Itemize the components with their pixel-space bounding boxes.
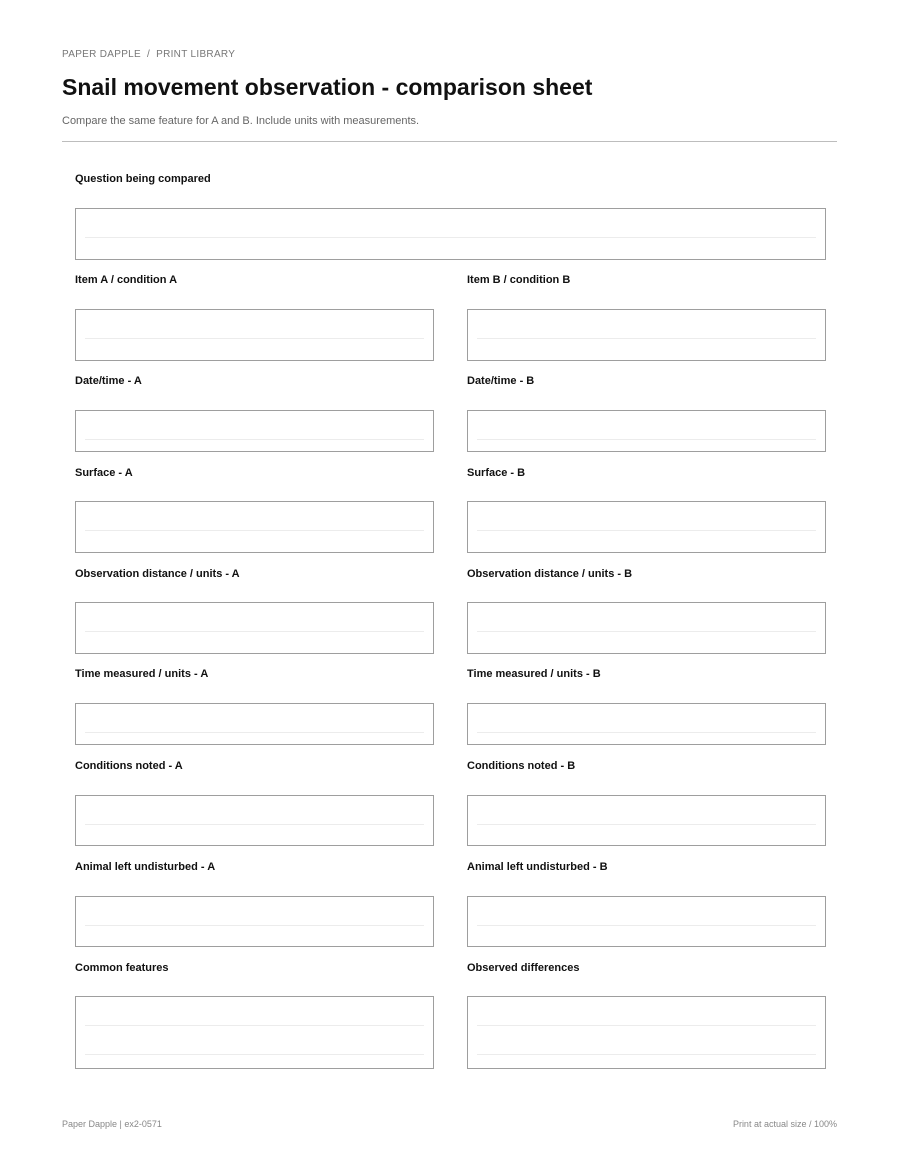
writing-line (477, 338, 816, 339)
writing-line (477, 1054, 816, 1055)
field-item-a-label: Item A / condition A (75, 274, 178, 286)
field-datetime-a-label: Date/time - A (75, 375, 142, 387)
field-undisturbed-a-box[interactable] (75, 896, 434, 947)
breadcrumb (62, 49, 235, 60)
writing-line (477, 732, 816, 733)
field-item-a-box[interactable] (75, 309, 434, 361)
field-common-features-label: Common features (75, 962, 169, 974)
field-distance-a-label: Observation distance / units - A (75, 568, 240, 580)
field-time-b-label: Time measured / units - B (467, 668, 601, 680)
writing-line (85, 237, 816, 238)
field-undisturbed-a-label: Animal left undisturbed - A (75, 861, 216, 873)
field-datetime-a-box[interactable] (75, 410, 434, 452)
field-time-a-label: Time measured / units - A (75, 668, 209, 680)
field-observed-differences-box[interactable] (467, 996, 826, 1069)
field-distance-a-box[interactable] (75, 602, 434, 654)
writing-line (477, 824, 816, 825)
writing-line (85, 732, 424, 733)
footer-print-note: Print at actual size / 100% (732, 1119, 837, 1129)
field-undisturbed-b-box[interactable] (467, 896, 826, 947)
field-surface-a-box[interactable] (75, 501, 434, 553)
field-conditions-b-box[interactable] (467, 795, 826, 846)
writing-line (477, 1025, 816, 1026)
field-undisturbed-b-label: Animal left undisturbed - B (467, 861, 608, 873)
writing-line (477, 439, 816, 440)
page-title: Snail movement observation - comparison sheet (62, 74, 593, 100)
page-subtitle: Compare the same feature for A and B. Include units with measurements. (62, 115, 420, 127)
field-conditions-a-label: Conditions noted - A (75, 760, 183, 772)
writing-line (477, 925, 816, 926)
field-time-a-box[interactable] (75, 703, 434, 745)
field-datetime-b-box[interactable] (467, 410, 826, 452)
field-datetime-b-label: Date/time - B (467, 375, 535, 387)
writing-line (85, 530, 424, 531)
header-divider (62, 141, 837, 142)
writing-line (85, 925, 424, 926)
writing-line (85, 1025, 424, 1026)
field-common-features-box[interactable] (75, 996, 434, 1069)
field-conditions-a-box[interactable] (75, 795, 434, 846)
field-item-b-label: Item B / condition B (467, 274, 571, 286)
field-surface-b-box[interactable] (467, 501, 826, 553)
footer-source: Paper Dapple | ex2-0571 (62, 1119, 162, 1129)
field-surface-b-label: Surface - B (467, 467, 526, 479)
writing-line (85, 824, 424, 825)
field-distance-b-label: Observation distance / units - B (467, 568, 633, 580)
field-item-b-box[interactable] (467, 309, 826, 361)
writing-line (85, 338, 424, 339)
field-observed-differences-label: Observed differences (467, 962, 580, 974)
writing-line (85, 631, 424, 632)
writing-line (85, 1054, 424, 1055)
breadcrumb-brand: PAPER DAPPLE (62, 49, 142, 60)
writing-line (85, 439, 424, 440)
field-question-label: Question being compared (75, 173, 211, 185)
writing-line (477, 530, 816, 531)
field-conditions-b-label: Conditions noted - B (467, 760, 576, 772)
field-surface-a-label: Surface - A (75, 467, 133, 479)
field-time-b-box[interactable] (467, 703, 826, 745)
field-distance-b-box[interactable] (467, 602, 826, 654)
writing-line (477, 631, 816, 632)
breadcrumb-section: PRINT LIBRARY (156, 49, 236, 60)
field-question-box[interactable] (75, 208, 826, 260)
breadcrumb-separator: / (147, 49, 151, 60)
